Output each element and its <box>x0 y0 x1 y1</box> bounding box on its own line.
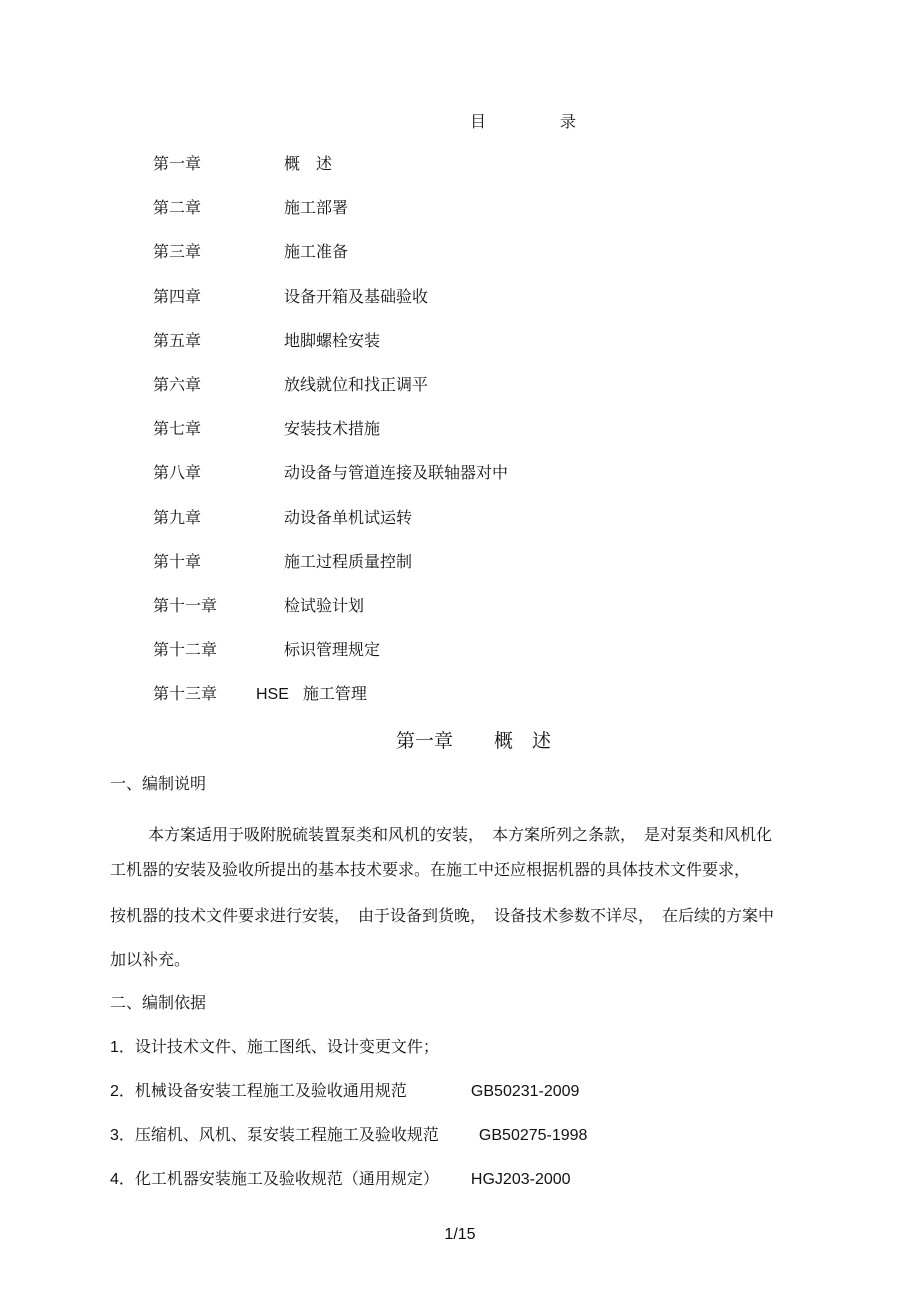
reference-item <box>110 1035 439 1060</box>
toc-entry-title: 标识管理规定 <box>284 640 381 660</box>
toc-entry-number: 第五章 <box>153 330 202 350</box>
chapter-number: 第一章 <box>396 730 454 752</box>
reference-item <box>110 1079 579 1104</box>
toc-entry-number: 第九章 <box>153 507 202 527</box>
toc-entry-title: 动设备与管道连接及联轴器对中 <box>284 463 509 483</box>
reference-text: 化工机器安装施工及验收规范（通用规定） <box>134 1169 439 1188</box>
toc-entry-number: 第八章 <box>153 463 202 483</box>
chapter-heading <box>0 728 920 756</box>
toc-entry <box>153 461 753 505</box>
toc-entry-number: 第七章 <box>153 419 202 439</box>
toc-title-part2: 录 <box>560 112 577 131</box>
toc-entry <box>153 682 753 726</box>
toc-entry <box>153 550 753 594</box>
toc-entry-title <box>256 682 367 707</box>
reference-code: GB50231-2009 <box>470 1083 580 1100</box>
toc-entry-title: 地脚螺栓安装 <box>284 330 381 350</box>
toc-entry-title: 设备开箱及基础验收 <box>284 286 429 306</box>
toc-entry-number: 第十一章 <box>153 595 218 615</box>
toc-entry-number: 第六章 <box>153 374 202 394</box>
toc-entry-title: 施工过程质量控制 <box>284 551 413 571</box>
reference-index: 2． <box>110 1083 135 1100</box>
toc-entry-title: 检试验计划 <box>284 595 365 615</box>
reference-text: 设计技术文件、施工图纸、设计变更文件； <box>134 1037 439 1056</box>
toc-title <box>0 110 920 136</box>
toc-entry-title: 安装技术措施 <box>284 419 381 439</box>
chapter-title: 概 述 <box>494 730 552 752</box>
section-heading-preparation-notes: 一、编制说明 <box>110 774 207 793</box>
toc-entry-number: 第十章 <box>153 551 202 571</box>
toc-entry-title: 动设备单机试运转 <box>284 507 413 527</box>
reference-index: 3． <box>110 1127 135 1144</box>
toc-entry <box>153 152 753 196</box>
toc-entry <box>153 594 753 638</box>
toc-entry <box>153 373 753 417</box>
toc-entry-title-text: 施工管理 <box>302 684 367 704</box>
reference-index: 1． <box>110 1039 135 1056</box>
toc-entry <box>153 240 753 284</box>
toc-entry <box>153 506 753 550</box>
reference-code: GB50275-1998 <box>478 1127 588 1144</box>
reference-text: 压缩机、风机、泵安装工程施工及验收规范 <box>134 1125 439 1144</box>
toc-entry <box>153 329 753 373</box>
paragraph-line: 工机器的安装及验收所提出的基本技术要求。在施工中还应根据机器的具体技术文件要求， <box>110 860 751 879</box>
reference-item <box>110 1123 587 1148</box>
toc-entry-number: 第四章 <box>153 286 202 306</box>
toc-title-part1: 目 <box>470 112 487 131</box>
toc-entry-title-prefix: HSE <box>256 686 289 704</box>
toc-entry-title: 施工部署 <box>284 198 349 218</box>
toc-entry-number: 第一章 <box>153 154 202 173</box>
toc-entry-title: 放线就位和找正调平 <box>284 374 429 394</box>
page-number: 1/15 <box>444 1226 476 1243</box>
toc-entry-number: 第二章 <box>153 198 202 218</box>
reference-code: HGJ203-2000 <box>470 1171 571 1188</box>
toc-entry <box>153 285 753 329</box>
paragraph-line: 加以补充。 <box>110 950 191 969</box>
reference-text: 机械设备安装工程施工及验收通用规范 <box>134 1081 407 1100</box>
toc-entry <box>153 417 753 461</box>
toc-entry <box>153 638 753 682</box>
reference-index: 4． <box>110 1171 135 1188</box>
reference-item <box>110 1167 571 1192</box>
paragraph-line: 按机器的技术文件要求进行安装， 由于设备到货晚， 设备技术参数不详尽， 在后续的方案中 <box>110 906 775 925</box>
toc-entry <box>153 196 753 240</box>
paragraph-line: 本方案适用于吸附脱硫装置泵类和风机的安装， 本方案所列之条款， 是对泵类和风机化 <box>148 825 773 844</box>
toc-entry-number: 第十三章 <box>153 684 218 704</box>
toc-entry-number: 第三章 <box>153 242 202 262</box>
section-heading-basis: 二、编制依据 <box>110 993 207 1012</box>
toc-entry-number: 第十二章 <box>153 640 218 660</box>
toc-entry-title: 施工准备 <box>284 242 349 262</box>
toc-list <box>153 152 753 726</box>
toc-entry-title: 概 述 <box>284 154 333 173</box>
